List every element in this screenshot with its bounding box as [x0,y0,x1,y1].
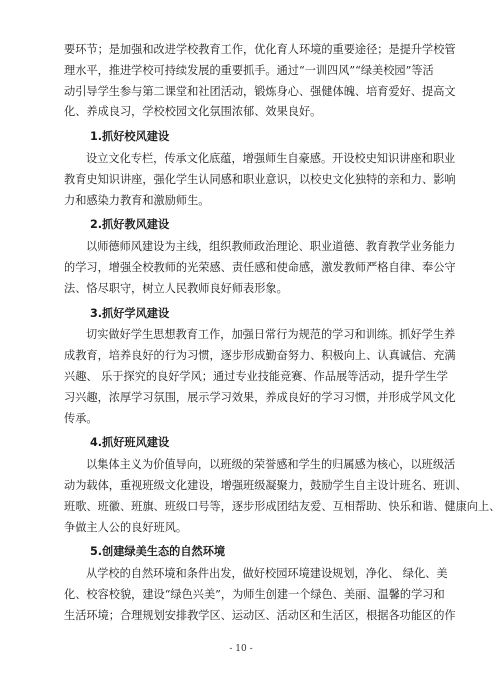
page-number: - 10 - [229,644,253,654]
section-heading-school-style: 1.抓好校风建设 [90,130,170,144]
section-paragraph-green-environment [64,564,456,626]
text-line: 从学校的自然环境和条件出发，做好校园环境建设规划，净化、 绿化、美 [86,567,448,581]
section-heading-class-style: 4.抓好班风建设 [90,436,170,450]
text-line: 理水平，推进学校可持续发展的重要抓手。通过“一训四风”“绿美校园”等活 [64,63,434,77]
text-line: 班歌、班徽、班旗、班级口号等，逐步形成团结友爱、互相帮助、快乐和谐、健康向上、 [64,499,500,513]
section-heading-study-style: 3.抓好学风建设 [90,306,170,320]
text-line: 教育史知识讲座，强化学生认同感和职业意识，以校史文化独特的亲和力、影响 [64,172,456,186]
text-line: 动引导学生参与第二课堂和社团活动，锻炼身心、强健体魄、培育爱好、提高文 [64,84,456,98]
text-line: 的学习，增强全校教师的光荣感、责任感和使命感，激发教师严格自律、奉公守 [64,260,456,274]
text-line: 要环节；是加强和改进学校教育工作，优化育人环境的重要途径；是提升学校管 [64,43,456,56]
text-line: 成教育，培养良好的行为习惯，逐步形成勤奋努力、积极向上、认真诚信、充满 [64,349,456,363]
text-line: 动为载体，重视班级文化建设，增强班级凝聚力，鼓励学生自主设计班名、班训、 [64,478,467,492]
text-line: 法、恪尽职守，树立人民教师良好师表形象。 [64,281,288,295]
text-line: 化、校容校貌，建设“绿色兴美”，为师生创建一个绿色、美丽、温馨的学习和 [64,587,445,601]
section-paragraph-study-style [64,325,456,429]
text-line: 生活环境；合理规划安排教学区、运动区、活动区和生活区，根据各功能区的作 [64,608,456,622]
text-line: 设立文化专栏，传承文化底蕴，增强师生自豪感。开设校史知识讲座和职业 [86,151,456,165]
intro-paragraph [64,40,456,123]
section-paragraph-teaching-style [64,237,456,299]
text-line: 兴趣、 乐于探究的良好学风；通过专业技能竞赛、作品展等活动，提升学生学 [64,369,448,383]
text-line: 化、养成良习，学校校园文化氛围浓郁、效果良好。 [64,105,322,119]
text-line: 以师德师风建设为主线，组织教师政治理论、职业道德、教育教学业务能力 [86,240,456,254]
section-paragraph-school-style [64,149,456,211]
text-line: 传承。 [64,411,98,425]
text-line: 争做主人公的良好班风。 [64,520,188,534]
text-line: 力和感染力教育和激励师生。 [64,193,210,207]
section-paragraph-class-style [64,455,500,538]
section-heading-green-environment: 5.创建绿美生态的自然环境 [90,545,226,559]
section-heading-teaching-style: 2.抓好教风建设 [90,218,170,232]
text-line: 切实做好学生思想教育工作，加强日常行为规范的学习和训练。抓好学生养 [86,328,456,342]
text-line: 以集体主义为价值导向，以班级的荣誉感和学生的归属感为核心，以班级活 [86,458,456,472]
text-line: 习兴趣，浓厚学习氛围，展示学习效果，养成良好的学习习惯，并形成学风文化 [64,390,456,404]
